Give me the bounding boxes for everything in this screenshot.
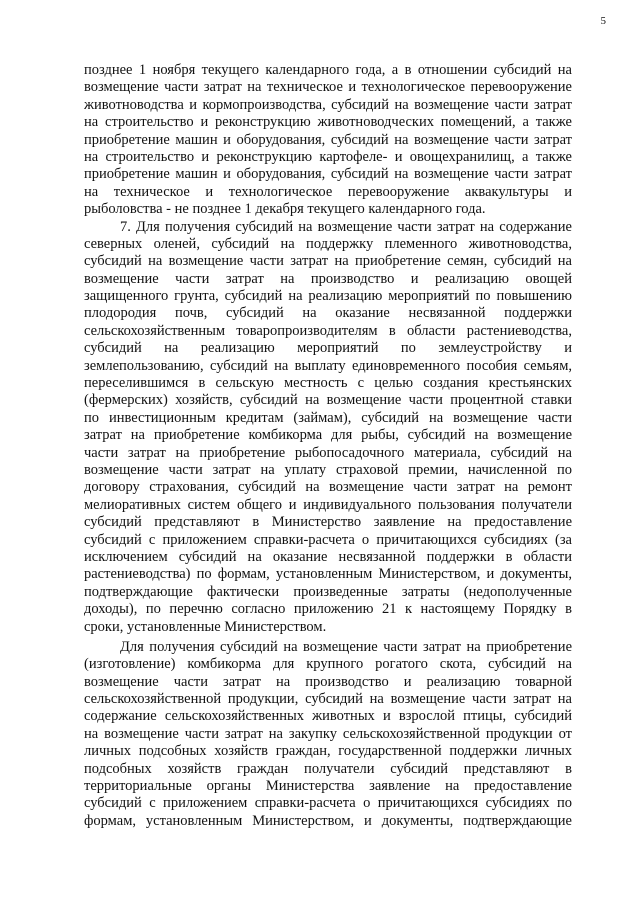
text-line: землепользованию, субсидий на выплату единовременного пособия семьям, [84,357,572,374]
text-line: переселившимся в сельскую местность с целью создания крестьянских [84,375,572,392]
text-line: Для получения субсидий на возмещение части затрат на приобретение [120,638,572,655]
text-line: субсидий с приложением справки-расчета о причитающихся субсидиях (за [84,531,572,548]
text-line: (изготовление) комбикорма для крупного рогатого скота, субсидий на [84,656,572,673]
text-line: территориальные органы Министерства заявление на предоставление [84,778,572,795]
text-line: исключением субсидий на оказание несвязанной поддержки в области [84,548,572,565]
text-line: по инвестиционным кредитам (займам), субсидий на возмещение части [84,409,572,426]
text-line: содержание сельскохозяйственных животных и взрослой птицы, субсидий [84,708,572,725]
text-line: сельскохозяйственной продукции, субсидий на возмещение части затрат на [84,691,572,708]
text-line: защищенного грунта, субсидий на реализацию мероприятий по повышению [84,288,572,305]
text-line: мелиоративных систем общего и индивидуального пользования получатели [84,496,572,513]
text-line: возмещение части затрат на производство и реализацию товарной [84,673,572,690]
document-body [84,62,572,830]
text-line: возмещение части затрат на производство и реализацию овощей [84,270,572,287]
text-line: субсидий на возмещение части затрат на приобретение семян, субсидий на [84,253,572,270]
text-line: на строительство и реконструкцию картофеле- и овощехранилищ, а также [84,148,572,165]
text-line: возмещение части затрат на техническое и технологическое перевооружение [84,79,572,96]
paragraph-deadlines [84,62,572,219]
text-line: на возмещение части затрат на закупку сельскохозяйственной продукции от [84,725,572,742]
text-line: растениеводства) по формам, установленным Министерством, и документы, [84,566,572,583]
text-line: позднее 1 ноября текущего календарного года, а в отношении субсидий на [84,62,572,78]
text-line: затрат на приобретение комбикорма для рыбы, субсидий на возмещение [84,427,572,444]
page-number: 5 [600,15,606,27]
paragraph-item-7 [84,219,572,636]
text-line: части затрат на приобретение рыбопосадочного материала, субсидий на [84,444,572,461]
text-line: приобретение машин и оборудования, субсидий на возмещение части затрат [84,166,572,183]
paragraph-feed-subsidies [84,639,572,830]
text-line: субсидий с приложением справки-расчета о причитающихся субсидиях по [84,795,572,812]
text-line: на техническое и технологическое перевооружение аквакультуры и [84,183,572,200]
text-line: северных оленей, субсидий на поддержку племенного животноводства, [84,235,572,252]
text-line: подтверждающие фактически произведенные затраты (недополученные [84,583,572,600]
text-line: личных подсобных хозяйств граждан, государственной поддержки личных [84,743,572,760]
text-line: сроки, установленные Министерством. [84,618,327,635]
text-line: 7. Для получения субсидий на возмещение части затрат на содержание [120,218,572,235]
text-line: формам, установленным Министерством, и документы, подтверждающие [84,812,572,829]
text-line: (фермерских) хозяйств, субсидий на возмещение части процентной ставки [84,392,572,409]
text-line: возмещение части затрат на уплату страховой премии, начисленной по [84,461,572,478]
text-line: рыболовства - не позднее 1 декабря текущего календарного года. [84,201,486,218]
text-line: субсидий представляют в Министерство заявление на предоставление [84,514,572,531]
text-line: доходы), по перечню согласно приложению 21 к настоящему Порядку в [84,601,572,618]
text-line: плодородия почв, субсидий на оказание несвязанной поддержки [84,305,572,322]
text-line: на строительство и реконструкцию животноводческих помещений, а также [84,114,572,131]
text-line: договору страхования, субсидий на возмещение части затрат на ремонт [84,479,572,496]
text-line: приобретение машин и оборудования, субсидий на возмещение части затрат [84,131,572,148]
text-line: субсидий на реализацию мероприятий по землеустройству и [84,340,572,357]
text-line: сельскохозяйственным товаропроизводителям в области растениеводства, [84,322,572,339]
text-line: животноводства и кормопроизводства, субсидий на возмещение части затрат [84,96,572,113]
text-line: подсобных хозяйств граждан получатели субсидий представляют в [84,760,572,777]
